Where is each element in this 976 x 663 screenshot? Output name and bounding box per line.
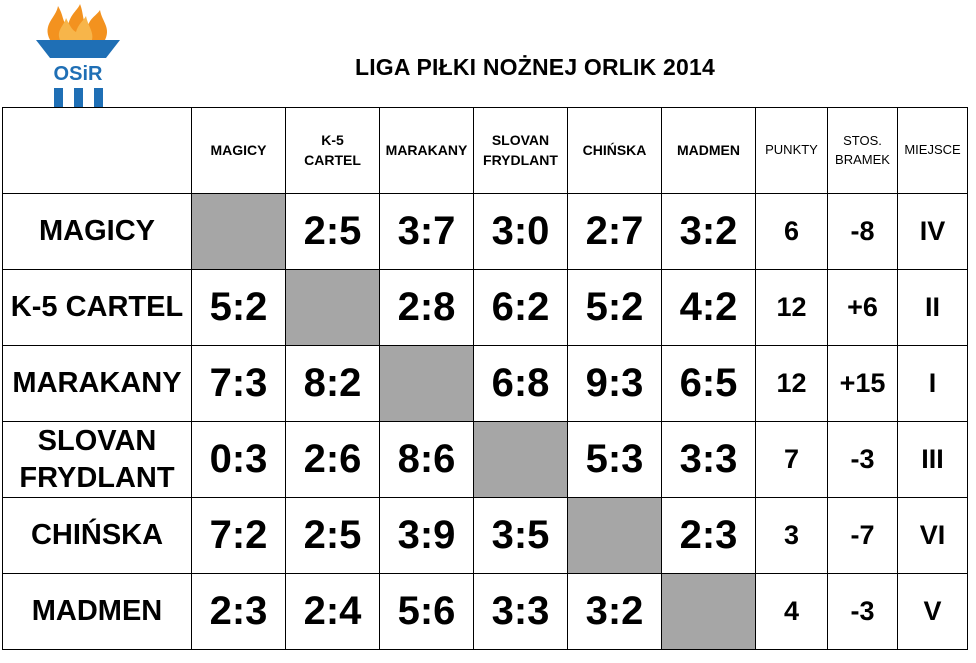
table-row — [3, 194, 968, 270]
goal-diff-cell: +6 — [828, 270, 898, 346]
points-cell: 12 — [756, 346, 828, 422]
match-score: 5:3 — [568, 422, 662, 498]
match-score: 3:2 — [568, 574, 662, 650]
points-cell: 7 — [756, 422, 828, 498]
match-score: 2:7 — [568, 194, 662, 270]
match-score: 8:2 — [286, 346, 380, 422]
match-score: 9:3 — [568, 346, 662, 422]
col-header-marakany: MARAKANY — [380, 108, 474, 194]
points-cell: 3 — [756, 498, 828, 574]
place-cell: V — [898, 574, 968, 650]
match-score: 3:3 — [662, 422, 756, 498]
header-row — [3, 108, 968, 194]
col-header-slovan-frydlant: SLOVAN FRYDLANT — [474, 108, 568, 194]
match-score: 3:5 — [474, 498, 568, 574]
match-score: 2:5 — [286, 498, 380, 574]
goal-diff-cell: -3 — [828, 422, 898, 498]
diagonal-blank-cell — [192, 194, 286, 270]
match-score: 2:4 — [286, 574, 380, 650]
col-header-goal-diff: STOS. BRAMEK — [828, 108, 898, 194]
diagonal-blank-cell — [662, 574, 756, 650]
diagonal-blank-cell — [286, 270, 380, 346]
team-name: MADMEN — [3, 574, 192, 650]
diagonal-blank-cell — [380, 346, 474, 422]
match-score: 2:5 — [286, 194, 380, 270]
table-row — [3, 422, 968, 498]
goal-diff-cell: +15 — [828, 346, 898, 422]
col-header-points: PUNKTY — [756, 108, 828, 194]
page-title: LIGA PIŁKI NOŻNEJ ORLIK 2014 — [354, 54, 716, 80]
table-row — [3, 346, 968, 422]
match-score: 3:3 — [474, 574, 568, 650]
match-score: 2:3 — [662, 498, 756, 574]
match-score: 6:5 — [662, 346, 756, 422]
place-cell: I — [898, 346, 968, 422]
team-name: MARAKANY — [3, 346, 192, 422]
match-score: 2:3 — [192, 574, 286, 650]
match-score: 0:3 — [192, 422, 286, 498]
logo-text: OSiR — [53, 63, 103, 85]
team-name: MAGICY — [3, 194, 192, 270]
goal-diff-cell: -7 — [828, 498, 898, 574]
match-score: 3:2 — [662, 194, 756, 270]
table-row — [3, 574, 968, 650]
table-row — [3, 270, 968, 346]
points-cell: 6 — [756, 194, 828, 270]
match-score: 3:0 — [474, 194, 568, 270]
team-name: CHIŃSKA — [3, 498, 192, 574]
match-score: 3:9 — [380, 498, 474, 574]
points-cell: 4 — [756, 574, 828, 650]
place-cell: IV — [898, 194, 968, 270]
place-cell: VI — [898, 498, 968, 574]
match-score: 7:2 — [192, 498, 286, 574]
crest-cell — [3, 108, 192, 194]
table-row — [3, 498, 968, 574]
points-cell: 12 — [756, 270, 828, 346]
col-header-madmen: MADMEN — [662, 108, 756, 194]
match-score: 5:2 — [568, 270, 662, 346]
match-score: 2:6 — [286, 422, 380, 498]
match-score: 7:3 — [192, 346, 286, 422]
goal-diff-cell: -8 — [828, 194, 898, 270]
match-score: 2:8 — [380, 270, 474, 346]
goal-diff-cell: -3 — [828, 574, 898, 650]
diagonal-blank-cell — [568, 498, 662, 574]
match-score: 3:7 — [380, 194, 474, 270]
col-header-magicy: MAGICY — [192, 108, 286, 194]
team-name: SLOVAN FRYDLANT — [3, 422, 192, 498]
match-score: 6:8 — [474, 346, 568, 422]
diagonal-blank-cell — [474, 422, 568, 498]
match-score: 8:6 — [380, 422, 474, 498]
match-score: 6:2 — [474, 270, 568, 346]
place-cell: III — [898, 422, 968, 498]
match-score: 4:2 — [662, 270, 756, 346]
col-header-place: MIEJSCE — [898, 108, 968, 194]
col-header-chinska: CHIŃSKA — [568, 108, 662, 194]
team-name: K-5 CARTEL — [3, 270, 192, 346]
match-score: 5:2 — [192, 270, 286, 346]
match-score: 5:6 — [380, 574, 474, 650]
col-header-k5-cartel: K-5 CARTEL — [286, 108, 380, 194]
place-cell: II — [898, 270, 968, 346]
league-table — [2, 107, 968, 650]
